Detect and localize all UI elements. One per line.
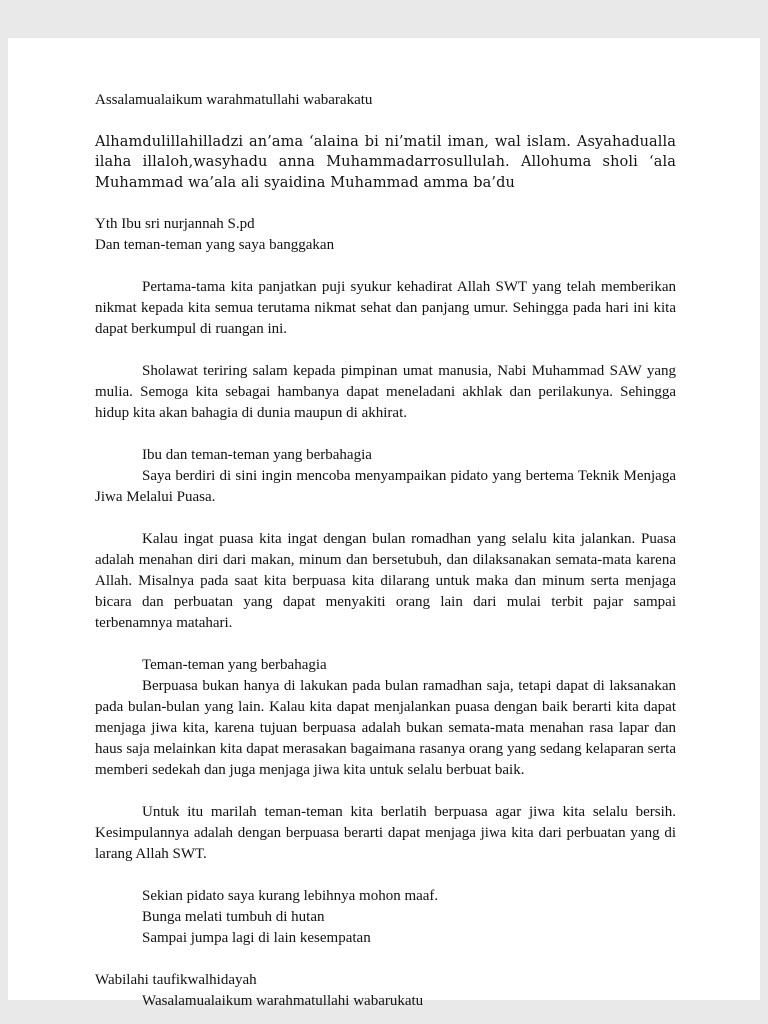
closing-apology-line: Sekian pidato saya kurang lebihnya mohon maaf. [142,887,439,904]
opening-salam: Assalamualaikum warahmatullahi wabarakatu [95,92,373,108]
paragraph-puasa-definition: Kalau ingat puasa kita ingat dengan bulan romadhan yang selalu kita jalankan. Puasa adalah menahan diri dari makan, minum dan bersetubuh, dan dilaksanakan semata-mata karena Allah. Misalnya pada saat kita berpuasa kita dilarang untuk maka dan minum serta menjaga bicara dan perbuatan yang dapat menyakiti orang lain dari mulai terbit pajar sampai terbenamnya matahari. [95,530,676,631]
audience-greeting-2: Teman-teman yang berbahagia [142,656,327,673]
arabic-opening: Alhamdulillahilladzi an’ama ‘alaina bi ni’matil iman, wal islam. Asyahadualla ilaha illaloh,wasyhadu anna Muhammadarrosullulah. Allohuma sholi ‘ala Muhammad wa’ala ali syaidina Muhammad amma ba’du [95,134,676,191]
audience-greeting: Ibu dan teman-teman yang berbahagia [142,446,372,463]
paragraph-theme: Saya berdiri di sini ingin mencoba menyampaikan pidato yang bertema Teknik Menjaga Jiwa Melalui Puasa. [95,467,676,505]
paragraph-puasa-benefits: Berpuasa bukan hanya di lakukan pada bulan ramadhan saja, tetapi dapat di laksanakan pada bulan-bulan yang lain. Kalau kita dapat menjalankan puasa dengan baik berarti kita dapat menjaga jiwa kita, karena tujuan berpuasa adalah bukan semata-mata menahan rasa lapar dan haus saja melainkan kita dapat merasakan bagaimana rasanya orang yang sedang kelaparan serta memberi sedekah dan juga menjaga jiwa kita untuk selalu berbuat baik. [95,677,676,778]
document-page [8,38,760,1009]
closing-pantun-line-2: Sampai jumpa lagi di lain kesempatan [142,929,371,946]
closing-pantun-line-1: Bunga melati tumbuh di hutan [142,908,325,925]
paragraph-sholawat: Sholawat teriring salam kepada pimpinan umat manusia, Nabi Muhammad SAW yang mulia. Semoga kita sebagai hambanya dapat meneladani akhlak dan perilakunya. Sehingga hidup kita akan bahagia di dunia maupun di akhirat. [95,362,676,421]
addressee-line: Yth Ibu sri nurjannah S.pd [95,215,255,232]
document-content [95,90,676,1012]
paragraph-gratitude: Pertama-tama kita panjatkan puji syukur kehadirat Allah SWT yang telah memberikan nikmat kepada kita semua terutama nikmat sehat dan panjang umur. Sehingga pada hari ini kita dapat berkumpul di ruangan ini. [95,278,676,337]
closing-salam: Wasalamualaikum warahmatullahi wabarukatu [142,992,424,1009]
closing-wabilahi: Wabilahi taufikwalhidayah [95,971,257,988]
paragraph-conclusion: Untuk itu marilah teman-teman kita berlatih berpuasa agar jiwa kita selalu bersih. Kesimpulannya adalah dengan berpuasa berarti dapat menjaga jiwa kita dari perbuatan yang di larang Allah SWT. [95,803,676,862]
addressee-line-2: Dan teman-teman yang saya banggakan [95,236,335,253]
